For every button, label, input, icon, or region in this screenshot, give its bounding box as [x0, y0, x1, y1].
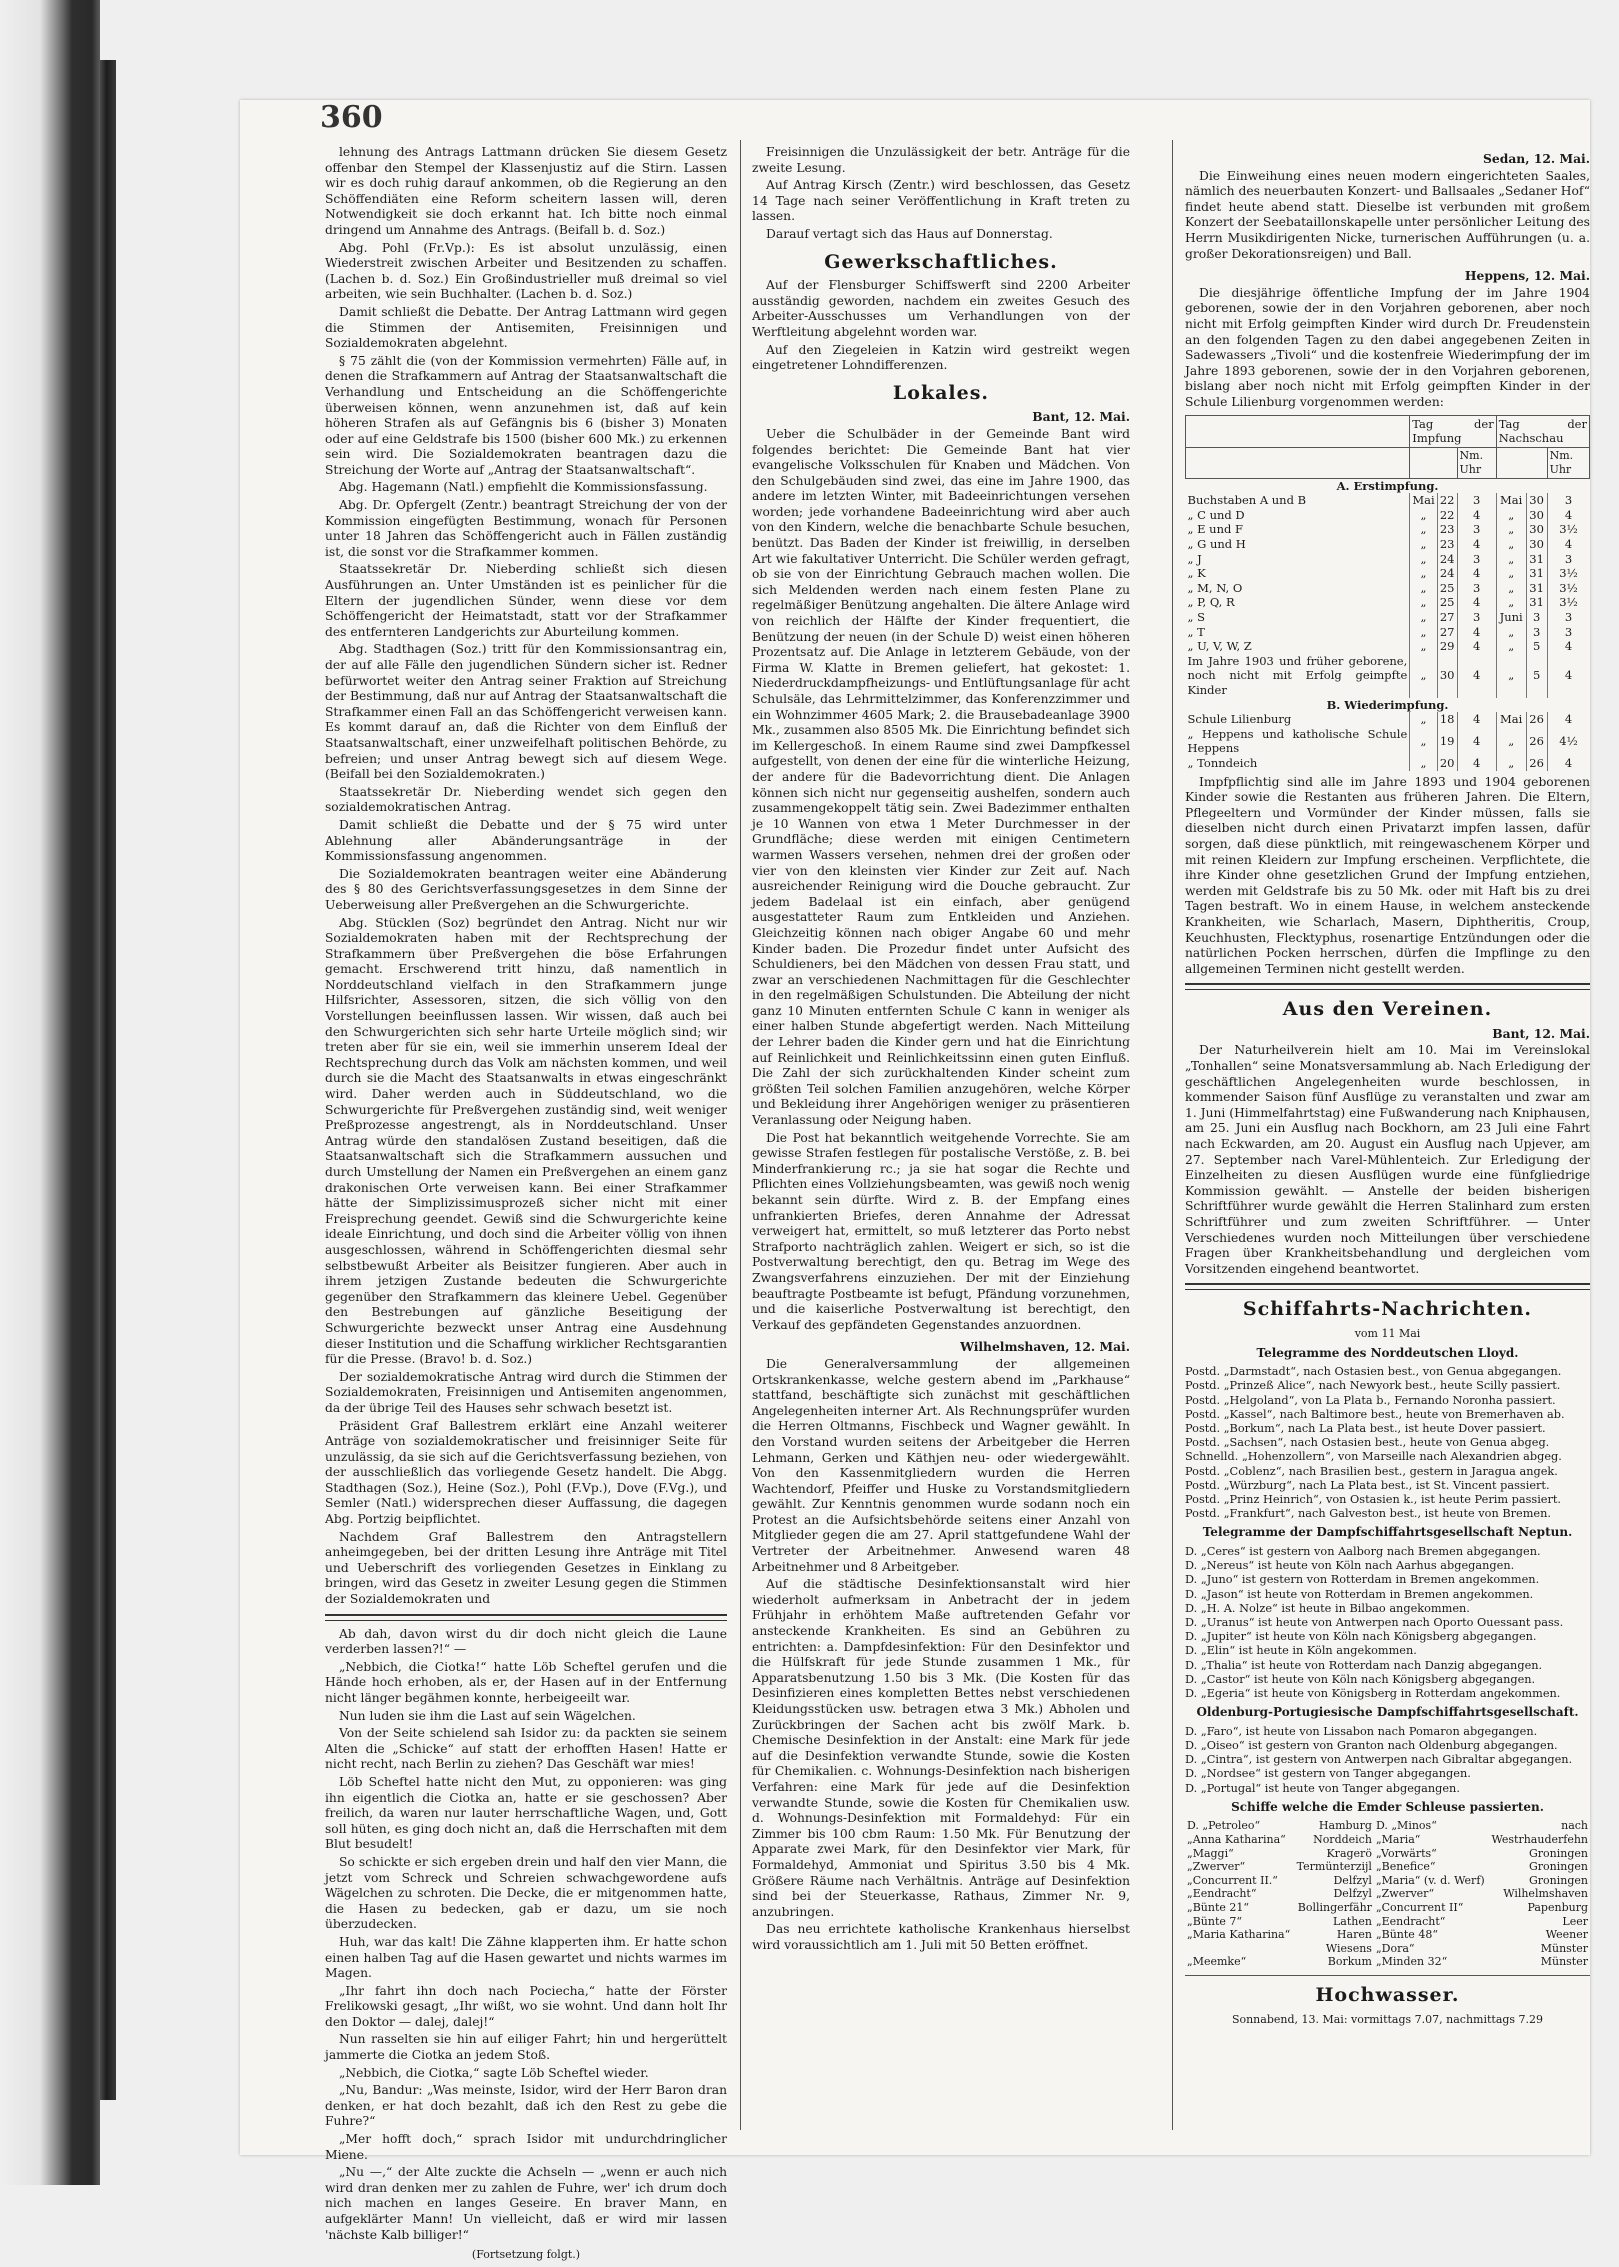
table-row: [1185, 1942, 1590, 1956]
table-row: [1185, 1860, 1590, 1874]
hochwasser-times: Sonnabend, 13. Mai: vormittags 7.07, nachmittags 7.29: [1231, 2012, 1544, 2026]
table-cell: Mai: [1410, 493, 1437, 508]
column-announcements: [1185, 145, 1590, 2031]
oldenburg-heading: Oldenburg-Portugiesische Dampfschiffahrtsgesellschaft.: [1196, 1705, 1579, 1720]
table-cell: „: [1410, 522, 1437, 537]
article-paragraph: Staatssekretär Dr. Nieberding wendet sich gegen den sozialdemokratischen Antrag.: [325, 784, 727, 815]
table-cell: „: [1496, 522, 1526, 537]
table-cell: „ E und F: [1187, 522, 1243, 537]
table-cell: „: [1496, 625, 1526, 640]
table-cell: 30: [1526, 522, 1547, 537]
table-cell: Termünterzijl: [1296, 1860, 1372, 1874]
table-cell: „: [1496, 537, 1526, 552]
article-paragraph: lehnung des Antrags Lattmann drücken Sie diesem Gesetz offenbar den Stempel der Klassenjustiz auf die Stirn. Lassen wir es doch ruhig darauf ankommen, ob die Regierung an den Schöffendiäten eine Reform scheitern lassen will, deren Notwendigkeit sie doch erkannt hat. Ich bitte noch einmal dringend um Annahme des Antrags. (Beifall b. d. Soz.): [325, 145, 727, 237]
table-cell: 3: [1457, 552, 1496, 567]
table-cell: 4: [1547, 537, 1589, 552]
table-cell: Schule Lilienburg: [1187, 712, 1292, 727]
table-cell: „: [1496, 581, 1526, 596]
table-cell: [1185, 1942, 1294, 1956]
table-cell: 31: [1526, 581, 1547, 596]
table-cell: 3: [1547, 610, 1589, 625]
table-cell: 3½: [1547, 595, 1589, 610]
article-paragraph: Damit schließt die Debatte. Der Antrag Lattmann wird gegen die Stimmen der Antisemiten, Freisinnigen und Sozialdemokraten abgelehnt.: [325, 304, 727, 351]
feuilleton-paragraph: Löb Scheftel hatte nicht den Mut, zu opponieren: was ging ihn eigentlich die Ciotka an, hatte er sie geschossen? Aber freilich, da waren nur lauter herrschaftliche Wagen, und, Gott soll hüten, es ging doch nicht an, daß die Herrschaften mit dem Blut besudelt!: [325, 1774, 727, 1852]
table-cell: „Bünte 7“: [1187, 1914, 1242, 1928]
table-cell: 3: [1457, 581, 1496, 596]
vereine-heading: Aus den Vereinen.: [1282, 998, 1493, 1021]
table-cell: „: [1410, 610, 1437, 625]
table-cell: 4: [1547, 508, 1589, 523]
table-cell: Wiesens: [1325, 1941, 1372, 1955]
ship-report: D. „Portugal“ ist heute von Tanger abgegangen.: [1185, 1781, 1460, 1795]
table-cell: 30: [1526, 537, 1547, 552]
table-cell: „Zwerver“: [1187, 1860, 1246, 1874]
table-cell: 4: [1457, 712, 1496, 727]
article-paragraph: Abg. Dr. Opfergelt (Zentr.) beantragt Streichung der von der Kommission eingefügten Bestimmung, wonach für Personen unter 18 Jahren das Schöffengericht auch in Fällen zuständig ist, die sonst vor die Strafkammer kommen.: [325, 498, 727, 559]
article-paragraph: Die Generalversammlung der allgemeinen Ortskrankenkasse, welche gestern abend im „Parkhause“ stattfand, beschäftigte sich zunächst mit geschäftlichen Angelegenheiten interner Art. Als Rechnungsprüfer wurden die Herren Oltmanns, Fischbeck und Wagner gewählt. In den Vorstand wurden seitens der Arbeitgeber die Herren Lehmann, Gerken und Käthjen neu- oder wiedergewählt. Von den Kassenmitgliedern wurden die Herren Wachtendorf, Pfeiffer und Huske zu Vorstandsmitgliedern gewählt. Zur Kenntnis genommen wurde sodann noch ein Protest an die Aufsichtsbehörde seitens einer Anzahl von Mitglieder gegen die am 27. April stattgefundene Wahl der Vertreter der Arbeitnehmer. Anwesend waren 48 Arbeitnehmer und 8 Arbeitgeber.: [752, 1356, 1130, 1574]
table-cell: 27: [1437, 625, 1457, 640]
table-cell: 3: [1457, 522, 1496, 537]
table-cell: „ Heppens und katholische Schule Heppens: [1187, 726, 1408, 756]
table-cell: „: [1410, 552, 1437, 567]
table-cell: 19: [1437, 727, 1457, 756]
ship-report: Postd. „Borkum“, nach La Plata best., ist heute Dover passiert.: [1185, 1421, 1546, 1435]
table-cell: Groningen: [1529, 1846, 1588, 1860]
table-section-label: B. Wiederimpfung.: [1326, 697, 1449, 712]
table-cell: Münster: [1540, 1955, 1588, 1969]
book-binding: [0, 0, 100, 2185]
emder-table: [1185, 1819, 1590, 1969]
table-cell: „ K: [1187, 566, 1206, 581]
article-paragraph: Nachdem Graf Ballestrem den Antragstellern anheimgegeben, bei der dritten Lesung ihre Anträge mit Titel und Ueberschrift des vorliegenden Gesetzes in Einklang zu bringen, wird das Gesetz in zweiter Lesung gegen die Stimmen der Sozialdemokraten und: [325, 1529, 727, 1607]
table-cell: 20: [1437, 756, 1457, 771]
ship-report: Postd. „Frankfurt“, nach Galveston best., ist heute von Bremen.: [1185, 1507, 1551, 1521]
table-cell: 4: [1457, 566, 1496, 581]
ship-report: Postd. „Würzburg“, nach La Plata best., ist St. Vincent passiert.: [1185, 1478, 1550, 1492]
ship-report: D. „Elin“ ist heute in Köln angekommen.: [1185, 1644, 1417, 1658]
ship-report: Postd. „Kassel“, nach Baltimore best., heute von Bremerhaven ab.: [1185, 1407, 1565, 1421]
table-cell: 22: [1437, 508, 1457, 523]
table-cell: „: [1410, 654, 1437, 698]
table-cell: Delfzyl: [1333, 1873, 1372, 1887]
table-row: [1186, 654, 1590, 698]
feuilleton-paragraph: „Nebbich, die Ciotka,“ sagte Löb Scheftel wieder.: [339, 2065, 649, 2080]
table-cell: „: [1496, 595, 1526, 610]
col-nachschau: Tag der Nachschau: [1496, 415, 1589, 447]
book-spine: [100, 60, 116, 2100]
table-row: [1186, 522, 1590, 537]
col-uhr: Nm. Uhr: [1547, 447, 1589, 478]
impfung-notes: Impfpflichtig sind alle im Jahre 1893 und 1904 geborenen Kinder sowie die Restanten aus früheren Jahren. Die Eltern, Pflegeeltern und Vormünder der Kinder müssen, falls sie dieselben nicht durch einen Privatarzt impfen lassen, dafür sorgen, daß diese pünktlich, mit reingewaschenem Körper und mit reinen Kleidern zur Impfung erscheinen. Verpflichtete, die ihre Kinder ohne gesetzlichen Grund der Impfung entziehen, werden mit Geldstrafe bis zu 50 Mk. oder mit Haft bis zu drei Tagen bestraft. Wo in einem Hause, in welchem ansteckende Krankheiten, wie Scharlach, Masern, Diphtheritis, Croup, Keuchhusten, Flecktyphus, rosenartige Entzündungen oder die natürlichen Pocken herrschen, dürfen die Impflinge zu den allgemeinen Terminen nicht gestellt werden.: [1185, 774, 1590, 976]
table-cell: „Minden 32“: [1375, 1955, 1448, 1969]
table-row: [1186, 508, 1590, 523]
table-cell: 22: [1437, 493, 1457, 508]
table-row: [1185, 1915, 1590, 1929]
table-cell: „Maria“: [1375, 1833, 1421, 1847]
table-row: [1185, 1955, 1590, 1969]
table-cell: 24: [1437, 552, 1457, 567]
table-row: [1186, 712, 1590, 727]
table-row: [1186, 756, 1590, 771]
table-row: [1186, 581, 1590, 596]
table-cell: Kragerö: [1326, 1846, 1372, 1860]
feuilleton-paragraph: Nun rasselten sie hin auf eiliger Fahrt; hin und hergerüttelt jammerte die Ciotka an jedem Stoß.: [325, 2032, 727, 2063]
impfung-table: [1185, 415, 1590, 771]
article-paragraph: Darauf vertagt sich das Haus auf Donnerstag.: [766, 226, 1053, 241]
ship-report: Postd. „Sachsen“, nach Ostasien best., heute von Genua abgeg.: [1185, 1436, 1550, 1450]
ship-report: D. „Faro“, ist heute von Lissabon nach Pomaron abgegangen.: [1185, 1724, 1538, 1738]
ship-report: D. „Thalia“ ist heute von Rotterdam nach Danzig abgegangen.: [1185, 1658, 1543, 1672]
table-cell: 3: [1526, 610, 1547, 625]
column-divider: [740, 140, 741, 2130]
table-cell: „ U, V, W, Z: [1187, 639, 1252, 654]
table-cell: 25: [1437, 581, 1457, 596]
section-rule: [1185, 983, 1590, 990]
table-cell: Bollingerfähr: [1297, 1900, 1372, 1914]
table-cell: „: [1410, 639, 1437, 654]
feuilleton-paragraph: Huh, war das kalt! Die Zähne klapperten ihm. Er hatte schon einen halben Tag auf die Hasen gewartet und nichts warmes im Magen.: [325, 1934, 727, 1981]
table-cell: 4: [1457, 595, 1496, 610]
ship-report: D. „Nereus“ ist heute von Köln nach Aarhus abgegangen.: [1185, 1559, 1515, 1573]
schiffahrt-heading: Schiffahrts-Nachrichten.: [1242, 1298, 1533, 1321]
table-cell: „ J: [1187, 551, 1202, 566]
table-cell: „Eendracht“: [1375, 1914, 1446, 1928]
column-divider: [1172, 140, 1173, 2130]
feuilleton-paragraph: „Nu, Bandur: „Was meinste, Isidor, wird der Herr Baron dran denken, er hat doch bezahlt, daß ich den Rest zu gebe die Fuhre?“: [325, 2083, 727, 2129]
table-cell: „Maggi“: [1187, 1846, 1234, 1860]
section-rule: [1185, 1283, 1590, 1290]
ship-report: Postd. „Coblenz“, nach Brasilien best., gestern in Jaragua angek.: [1185, 1464, 1558, 1478]
table-row: [1186, 727, 1590, 756]
table-cell: „: [1410, 712, 1437, 727]
ship-report: D. „Oiseo“ ist gestern von Granton nach Oldenburg abgegangen.: [1185, 1739, 1558, 1753]
dateline-sedan: Sedan, 12. Mai.: [1483, 151, 1590, 166]
table-cell: 26: [1526, 756, 1547, 771]
article-paragraph: Auf Antrag Kirsch (Zentr.) wird beschlossen, das Gesetz 14 Tage nach seiner Veröffentlichung in Kraft treten zu lassen.: [752, 178, 1130, 224]
table-cell: 3: [1547, 552, 1589, 567]
table-cell: Lathen: [1332, 1914, 1372, 1928]
ship-report: Schnelld. „Hohenzollern“, von Marseille nach Alexandrien abgeg.: [1185, 1450, 1562, 1464]
feuilleton-paragraph: „Nu —,“ der Alte zuckte die Achseln — „wenn er auch nich wird dran denken mer zu zahlen de Fuhre, wer' ich drum doch nich machen en langes Geseire. En braver Mann, en aufgeklärter Mann! Un vielleicht, daß er wird mir lassen 'nächste Kalb billiger!“: [325, 2165, 727, 2242]
table-cell: Haren: [1336, 1928, 1372, 1942]
table-cell: „: [1410, 625, 1437, 640]
table-cell: 4: [1457, 537, 1496, 552]
table-cell: „Meemke“: [1187, 1955, 1247, 1969]
table-cell: „: [1410, 581, 1437, 596]
ship-report: D. „Jupiter“ ist heute von Köln nach Königsberg abgegangen.: [1185, 1630, 1537, 1644]
ship-report: D. „Jason“ ist heute von Rotterdam in Bremen angekommen.: [1185, 1587, 1534, 1601]
table-cell: 30: [1437, 654, 1457, 698]
table-cell: 4: [1547, 756, 1589, 771]
gewerkschaft-heading: Gewerkschaftliches.: [824, 250, 1058, 273]
table-cell: 26: [1526, 727, 1547, 756]
table-cell: 3½: [1547, 581, 1589, 596]
ship-report: Postd. „Helgoland“, von La Plata b., Fernando Noronha passiert.: [1185, 1393, 1556, 1407]
table-cell: 3: [1457, 493, 1496, 508]
article-paragraph: Abg. Stücklen (Soz) begründet den Antrag. Nicht nur wir Sozialdemokraten haben mit der Rechtsprechung der Strafkammern über Preßvergehen die böse Erfahrungen gemacht. Erschwerend tritt hinzu, daß namentlich in Norddeutschland vielfach in den Strafkammern junge Hilfsrichter, Assessoren, sitzen, die sich völlig von den Vorstellungen beeinflussen lassen. Wir wissen, daß auch bei den Schwurgerichten sich sehr harte Urteile möglich sind; wir treten aber für sie ein, weil sie immerhin unserem Ideal der Rechtsprechung durch das Volk am nächsten kommen, und weil durch sie die Macht des Staatsanwalts in etwas eingeschränkt wird. Daher werden auch in Süddeutschland, wo die Schwurgerichte für Preßvergehen zuständig sind, weit weniger Preßprozesse angestrengt, als in Norddeutschland. Unser Antrag würde den standalösen Zustand beseitigen, daß die Staatsanwaltschaft sich die Strafkammern aussuchen und durch Umstellung der Namen ein Preßvergehen an einem ganz drakonischen Orte verweisen kann. Bei einer Strafkammer hätte der Simplizissimusprozeß sicher nicht mit einer Freisprechung geendet. Gewiß sind die Schwurgerichte keine ideale Einrichtung, und doch sind die Arbeiter völlig von ihnen ausgeschlossen, während in Schöffengerichten diesmal sehr selbstbewußt Arbeiter als Beisitzer fungieren. Aber auch in ihrem jetzigen Zustande bedeuten die Schwurgerichte gegenüber den Strafkammern das kleinere Uebel. Gegenüber den Bestrebungen auf gänzliche Beseitigung der Schwurgerichte bezweckt unser Antrag eine Ausdehnung dieser Institution und die Schaffung wirklicher Rechtsgarantien für die Presse. (Bravo! b. d. Soz.): [325, 915, 727, 1367]
table-cell: Mai: [1496, 712, 1526, 727]
table-cell: „ S: [1187, 610, 1205, 625]
ship-report: D. „Castor“ ist heute von Köln nach Königsberg abgegangen.: [1185, 1672, 1536, 1686]
article-paragraph: Auf der Flensburger Schiffswerft sind 2200 Arbeiter ausständig geworden, nachdem ein zweites Gesuch des Arbeiter-Ausschusses um Verhandlungen von der Werftleitung abgelehnt worden war.: [752, 278, 1130, 339]
article-paragraph: Damit schließt die Debatte und der § 75 wird unter Ablehnung aller Abänderungsanträge in der Kommissionsfassung angenommen.: [325, 817, 727, 864]
table-cell: 4: [1547, 639, 1589, 654]
ship-report: D. „Juno“ ist gestern von Rotterdam in Bremen angekommen.: [1185, 1573, 1540, 1587]
table-cell: „Vorwärts“: [1375, 1846, 1437, 1860]
table-row: [1186, 595, 1590, 610]
table-cell: „ M, N, O: [1187, 580, 1243, 595]
table-cell: 3½: [1547, 522, 1589, 537]
table-cell: „: [1496, 566, 1526, 581]
table-cell: Mai: [1496, 493, 1526, 508]
dateline-vereine: Bant, 12. Mai.: [1492, 1025, 1590, 1041]
table-cell: 4: [1457, 639, 1496, 654]
table-row: [1186, 625, 1590, 640]
table-cell: 4: [1547, 654, 1589, 698]
table-cell: „ C und D: [1187, 507, 1245, 522]
table-cell: „Dora“: [1375, 1941, 1415, 1955]
table-row: [1186, 610, 1590, 625]
table-cell: „: [1496, 552, 1526, 567]
table-cell: 30: [1526, 508, 1547, 523]
table-row: [1185, 1874, 1590, 1888]
table-row: [1186, 493, 1590, 508]
article-paragraph: Auf den Ziegeleien in Katzin wird gestreikt wegen eingetretener Lohndifferenzen.: [752, 342, 1130, 373]
table-cell: D. „Minos“: [1375, 1819, 1437, 1833]
table-cell: „: [1410, 756, 1437, 771]
table-cell: 3½: [1547, 566, 1589, 581]
table-row: [1185, 1847, 1590, 1861]
feuilleton-paragraph: „Nebbich, die Ciotka!“ hatte Löb Scheftel gerufen und die Hände hoch erhoben, als er, der Hasen auf in der Entfernung nicht länger begähmen konnte, herbeigeeilt war.: [325, 1659, 727, 1705]
table-cell: 4½: [1547, 727, 1589, 756]
article-paragraph: Staatssekretär Dr. Nieberding schließt sich diesen Ausführungen an. Unter Umständen ist es peinlicher für die Eltern der jugendlichen Sünder, wenn diese vor dem Schöffengericht der Heimatstadt, statt vor der Strafkammer des entfernteren Landgerichts zur Aburteilung kommen.: [325, 562, 727, 639]
feuilleton-rule: [325, 1614, 727, 1621]
table-cell: 3: [1547, 625, 1589, 640]
article-paragraph: Präsident Graf Ballestrem erklärt eine Anzahl weiterer Anträge von sozialdemokratischer und freisinniger Seite für unzulässig, da sie sich auf die Gerichtsverfassung beziehen, von der ausschließlich das vorliegende Gesetz handelt. Die Abgg. Stadthagen (Soz.), Heine (Soz.), Pohl (F.Vp.), Dove (F.Vg.), und Semler (Natl.) widersprechen dieser Auffassung, die dagegen Abg. Portzig beipflichtet.: [325, 1418, 727, 1527]
emder-heading: Schiffe welche die Emder Schleuse passierten.: [1231, 1799, 1544, 1814]
table-row: [1185, 1928, 1590, 1942]
table-cell: „ Tonndeich: [1187, 755, 1258, 770]
article-paragraph: Abg. Stadthagen (Soz.) tritt für den Kommissionsantrag ein, der auf alle Fälle den jugendlichen Sündern sicher ist. Redner befürwortet weiter den Antrag seiner Fraktion auf Streichung der Bestimmung, daß nur auf Antrag der Staatsanwaltschaft die Strafkammer einen Fall an das Schöffengericht verweisen kann. Es kommt darauf an, daß die Richter von dem Einfluß der Staatsanwaltschaft, einer unzweifelhaft politischen Behörde, zu befreien; und unser Antrag bewegt sich auf diesem Wege. (Beifall bei den Sozialdemokraten.): [325, 642, 727, 782]
table-cell: Borkum: [1327, 1955, 1372, 1969]
col-uhr: Nm. Uhr: [1457, 447, 1496, 478]
table-cell: 18: [1437, 712, 1457, 727]
table-cell: Weener: [1545, 1928, 1588, 1942]
table-cell: „Benefice“: [1375, 1860, 1436, 1874]
table-cell: Norddeich: [1313, 1833, 1372, 1847]
feuilleton-paragraph: Nun luden sie ihm die Last auf sein Wägelchen.: [339, 1708, 636, 1723]
article-paragraph: Abg. Hagemann (Natl.) empfiehlt die Kommissionsfassung.: [339, 480, 708, 495]
table-cell: 25: [1437, 595, 1457, 610]
sedan-article: Die Einweihung eines neuen modern eingerichteten Saales, nämlich des neuerbauten Konzert- und Ballsaales „Sedaner Hof“ findet heute abend statt. Dieselbe ist verbunden mit großem Konzert der Seebataillonskapelle unter persönlicher Leitung des Herrn Musikdirigenten Nicke, turnerischen Aufführungen (u. a. großer Dekorationsreigen) und Ball.: [1185, 168, 1590, 261]
lokales-heading: Lokales.: [892, 381, 990, 404]
table-cell: 29: [1437, 639, 1457, 654]
feuilleton-paragraph: „Mer hofft doch,“ sprach Isidor mit undurchdringlicher Miene.: [325, 2132, 727, 2162]
ship-report: Postd. „Prinz Heinrich“, von Ostasien k., ist heute Perim passiert.: [1185, 1492, 1562, 1506]
table-cell: Papenburg: [1527, 1900, 1588, 1914]
ship-report: D. „Nordsee“ ist gestern von Tanger abgegangen.: [1185, 1767, 1471, 1781]
table-cell: „Concurrent II“: [1375, 1900, 1464, 1914]
table-cell: „ G und H: [1187, 537, 1246, 552]
column-local-news: [752, 145, 1130, 1956]
feuilleton-paragraph: Von der Seite schielend sah Isidor zu: da packten sie seinem Alten die „Schicke“ auf statt der erhofften Hasen! Hatte er nicht recht, nach Berlin zu ziehen? Das Geschäft war mies!: [325, 1726, 727, 1772]
impfung-article: Die diesjährige öffentliche Impfung der im Jahre 1904 geborenen, sowie der in den Vorjahren geborenen, aber noch nicht mit Erfolg geimpften Kinder wird durch Dr. Freudenstein an den folgenden Tagen zu den dabei angegebenen Zeiten in Sadewassers „Tivoli“ und die kostenfreie Wiederimpfung der im Jahre 1893 geborenen, sowie der in den Vorjahren geborenen, bislang aber noch nicht mit Erfolg geimpften Kinder in der Schule Lilienburg vorgenommen werden:: [1185, 285, 1590, 409]
article-paragraph: § 75 zählt die (von der Kommission vermehrten) Fälle auf, in denen die Strafkammern auf Antrag der Staatsanwaltschaft die Verhandlung und Entscheidung an die Schöffengerichte überweisen können, wenn anzunehmen ist, daß auf kein höheren Strafen als auf Gefängnis bis 6 (bisher 3) Monaten oder auf eine Geldstrafe bis 1500 (bisher 600 Mk.) zu erkennen sein wird. Die Sozialdemokraten beantragen dazu die Streichung der Worte auf „Antrag der Staatsanwaltschaft“.: [325, 353, 727, 477]
table-cell: 3: [1526, 625, 1547, 640]
table-cell: 27: [1437, 610, 1457, 625]
article-paragraph: Abg. Pohl (Fr.Vp.): Es ist absolut unzulässig, einen Wiederstreit zwischen Arbeiter und Besitzenden zu schaffen. (Lachen b. d. Soz.) Ein Großindustrieller muß dreimal so viel arbeiten, wie sein Buchhalter. (Lachen b. d. Soz.): [325, 240, 727, 302]
ship-report: D. „Uranus“ ist heute von Antwerpen nach Oporto Ouessant pass.: [1185, 1616, 1564, 1629]
table-cell: Im Jahre 1903 und früher geborene, noch nicht mit Erfolg geimpfte Kinder: [1187, 653, 1408, 697]
table-cell: „: [1410, 727, 1437, 756]
table-row: [1186, 552, 1590, 567]
table-row: [1186, 566, 1590, 581]
table-cell: 4: [1457, 727, 1496, 756]
table-row: [1186, 537, 1590, 552]
table-row: [1186, 639, 1590, 654]
table-cell: Delfzyl: [1333, 1887, 1372, 1901]
dateline-heppens: Heppens, 12. Mai.: [1464, 268, 1590, 284]
fortsetzung-note: (Fortsetzung folgt.): [471, 2248, 581, 2262]
column-reichstag: [325, 145, 727, 2267]
lloyd-heading: Telegramme des Norddeutschen Lloyd.: [1256, 1345, 1519, 1360]
feuilleton-paragraph: „Ihr fahrt ihn doch nach Pociecha,“ hatte der Förster Frelikowski gesagt, „Ihr wißt, wo sie wohnt. Und dann holt Ihr den Doktor — dalej, dalej!“: [325, 1983, 727, 2029]
table-cell: 4: [1457, 625, 1496, 640]
neptun-heading: Telegramme der Dampfschiffahrtsgesellschaft Neptun.: [1202, 1525, 1573, 1540]
table-cell: 3: [1457, 610, 1496, 625]
table-cell: „Maria Katharina“: [1187, 1928, 1291, 1942]
dateline-wilhelmshaven: Wilhelmshaven, 12. Mai.: [960, 1339, 1130, 1355]
article-paragraph: Die Sozialdemokraten beantragen weiter eine Abänderung des § 80 des Gerichtsverfassungsgesetzes in dem Sinne der Ueberweisung aller Preßvergehen an die Schwurgerichte.: [325, 866, 727, 912]
article-paragraph: Ueber die Schulbäder in der Gemeinde Bant wird folgendes berichtet: Die Gemeinde Bant hat vier evangelische Volksschulen für Knaben und Mädchen. Von den Schulgebäuden sind zwei, das eine im Jahre 1900, das andere im letzten Winter, mit Badeeinrichtungen versehen worden; jede vorhandene Badeeinrichtung wird aber auch von den Kindern, welche die benachbarte Schule besuchen, benützt. Das Baden der Kinder ist freiwillig, in derselben Art wie fakultativer Unterricht. Die Schüler werden gefragt, ob sie von der Einrichtung Gebrauch machen wollen. Die sich Meldenden werden nach einem festen Plane zu regelmäßiger Benützung angehalten. Die ältere Anlage wird von reichlich der Hälfte der Kinder frequentiert, die Benützung der neuen (in der Schule D) weist einen höheren Prozentsatz auf. Die Anlage in letzterem Gebäude, von der Firma W. Klatte in Bremen geliefert, hat gekostet: 1. Niederdruckdampfheizungs- und Entlüftungsanlage für acht Schulsäle, das Lehrmittelzimmer, das Konferenzzimmer und ein Wohnzimmer 4605 Mark; 2. die Brausebadeanlage 3900 Mk., zusammen also 8505 Mk. Die Einrichtung befindet sich im Kellergeschoß. In einem Raume sind zwei Dampfkessel aufgestellt, von denen der eine für die winterliche Heizung, der andere für die Badevorrichtung dient. Die Anlagen können sich nicht nur gegenseitig aushelfen, sondern auch zusammengekoppelt tätig sein. Zwei Badezimmer enthalten je 10 Wannen von etwa 1 Meter Durchmesser in der Grundfläche; diese werden mit einigen Centimetern warmen Wassers versehen, nehmen drei der großen oder vier von den kleinsten vier Kinder zur Zeit auf. Nach ausreichender Reinigung wird die Douche gebraucht. Zur jedem Badelaal ist ein einfach, aber genügend ausgestatteter Raum zum Entkleiden und Anziehen. Gleichzeitig können nach obiger Angabe 60 und mehr Kinder baden. Die Prozedur findet unter Aufsicht des Schuldieners, bei den Mädchen von dessen Frau statt, und zwar an verschiedenen Nachmittagen für die Geschlechter in den regelmäßigen Schulstunden. Die Abteilung der nicht ganz 10 Minuten entfernten Schule C kann in weniger als einer halben Stunde abgefertigt werden. Nach Mitteilung der Lehrer baden die Kinder gern und hat die Einrichtung auf Reinlichkeit und Reinlichkeitssinn einen guten Einfluß. Die Zahl der sich zurückhaltenden Kinder scheint zum größten Teil solchen Familien anzugehören, welche Körper und Bekleidung ihrer Angehörigen weniger zu präsentieren Veranlassung oder Neigung haben.: [752, 426, 1130, 1128]
feuilleton-paragraph: So schickte er sich ergeben drein und half den vier Mann, die jetzt vom Schreck und Schreien schwachgewordene aufs Wägelchen zu schroten. Die Decke, die er mitgenommen hatte, die Hasen zu bedecken, gab er dazu, um sie noch überzudecken.: [325, 1854, 727, 1932]
schiffahrt-date: vom 11 Mai: [1354, 1326, 1421, 1340]
article-paragraph: Das neu errichtete katholische Krankenhaus hierselbst wird voraussichtlich am 1. Juli mit 50 Betten eröffnet.: [752, 1922, 1130, 1952]
ship-report: D. „Cintra“, ist gestern von Antwerpen nach Gibraltar abgegangen.: [1185, 1753, 1573, 1767]
table-cell: „: [1496, 639, 1526, 654]
table-cell: „: [1496, 727, 1526, 756]
table-cell: „Eendracht“: [1187, 1887, 1257, 1901]
table-cell: „: [1410, 595, 1437, 610]
table-cell: 4: [1457, 654, 1496, 698]
table-cell: Wilhelmshaven: [1503, 1887, 1588, 1901]
table-cell: 5: [1526, 639, 1547, 654]
table-cell: Juni: [1496, 610, 1526, 625]
table-cell: 31: [1526, 552, 1547, 567]
article-paragraph: Der sozialdemokratische Antrag wird durch die Stimmen der Sozialdemokraten, Freisinnigen und Antisemiten angenommen, da der übrige Teil des Hauses sehr schwach besetzt ist.: [325, 1369, 727, 1415]
page-number: 360: [320, 100, 383, 135]
section-rule: [1185, 1975, 1590, 1976]
ship-report: Postd. „Prinzeß Alice“, nach Newyork best., heute Scilly passiert.: [1185, 1379, 1561, 1393]
table-cell: 23: [1437, 522, 1457, 537]
table-cell: „Concurrent II.“: [1187, 1873, 1278, 1887]
feuilleton-paragraph: Ab dah, davon wirst du dir doch nicht gleich die Laune verderben lassen?!“ —: [325, 1626, 727, 1657]
table-cell: Leer: [1562, 1914, 1588, 1928]
table-cell: Buchstaben A und B: [1187, 493, 1307, 508]
table-cell: 4: [1457, 756, 1496, 771]
table-cell: „ P, Q, R: [1187, 595, 1235, 610]
table-cell: Westrhauderfehn: [1491, 1833, 1588, 1847]
table-cell: 31: [1526, 595, 1547, 610]
ship-report: D. „Ceres“ ist gestern von Aalborg nach Bremen abgegangen.: [1185, 1544, 1541, 1558]
article-paragraph: Auf die städtische Desinfektionsanstalt wird hier wiederholt aufmerksam in Anbetracht der in jedem Frühjahr in erhöhtem Maße auftretenden Gefahr vor ansteckende Krankheiten. Es sind an Gebühren zu entrichten: a. Dampfdesinfektion: Für den Desinfektor und die Hülfskraft für jede Stunde zusammen 1 Mk., für Apparatsbenutzung 1.50 bis 3 Mk. (Die Kosten für das Desinfizieren eines kompletten Bettes nebst verschiedenen Kleidungsstücken usw. betragen etwa 3 Mk.) Abholen und Zurückbringen der Sachen acht bis zwölf Mark. b. Chemische Desinfektion in der Anstalt: eine Mark für jede auf die Desinfektion verwandte Stunde, sowie die Kosten für Chemikalien. c. Wohnungs-Desinfektion nach bisherigen Verfahren: eine Mark für jede auf die Desinfektion verwandte Stunde, sowie die Kosten für Chemikalien usw. d. Wohnungs-Desinfektion mit Formaldehyd: Für ein Zimmer bis 100 cbm Raum: 1.50 Mk. Für Benutzung der Apparate zwei Mark, für den Desinfektor vier Mark, für Formaldehyd, Ammoniat und Spiritus 3.50 bis 4 Mk. Größere Räume nach Verhältnis. Anträge auf Desinfektion sind bei der Steuerkasse, Rathaus, Zimmer Nr. 9, anzubringen.: [752, 1577, 1130, 1919]
article-paragraph: Freisinnigen die Unzulässigkeit der betr. Anträge für die zweite Lesung.: [752, 145, 1130, 175]
table-cell: Hamburg: [1318, 1819, 1372, 1833]
table-cell: „ T: [1187, 624, 1205, 639]
col-impfung: Tag der Impfung: [1410, 415, 1496, 447]
table-cell: 4: [1547, 712, 1589, 727]
table-cell: „: [1496, 654, 1526, 698]
article-paragraph: Die Post hat bekanntlich weitgehende Vorrechte. Sie am gewisse Strafen festlegen für postalische Verstöße, z. B. bei Minderfrankierung rc.; ja sie hat sogar die Rechte und Pflichten eines Vollziehungsbeamten, was gewiß noch wenig bekannt sein dürfte. Wird z. B. der Empfang eines unfrankierten Briefes, deren Annahme der Adressat verweigert hat, ermittelt, so muß letzterer das Porto nebst Strafporto nachträglich zahlen. Weigert er sich, so ist die Postverwaltung berechtigt, den qu. Betrag im Wege des Zwangsverfahrens einzuziehen. Der mit der Einziehung beauftragte Postbeamte ist befugt, Pfändung vorzunehmen, und die kaiserliche Postverwaltung ist berechtigt, den Verkauf des gepfändeten Gegenstandes anzuordnen.: [752, 1130, 1131, 1332]
table-cell: 3: [1547, 493, 1589, 508]
table-row: [1185, 1819, 1590, 1833]
table-cell: 26: [1526, 712, 1547, 727]
table-cell: „Bünte 48“: [1375, 1928, 1438, 1942]
table-row: [1185, 1901, 1590, 1915]
table-section-label: A. Erstimpfung.: [1336, 478, 1439, 493]
ship-report: D. „Egeria“ ist heute von Königsberg in Rotterdam angekommen.: [1185, 1687, 1561, 1701]
table-cell: „Zwerver“: [1375, 1887, 1435, 1901]
table-cell: Groningen: [1529, 1860, 1588, 1874]
ship-report: Postd. „Darmstadt“, nach Ostasien best., von Genua abgegangen.: [1185, 1365, 1562, 1379]
table-cell: 24: [1437, 566, 1457, 581]
table-cell: D. „Petroleo“: [1187, 1819, 1261, 1833]
table-cell: „: [1410, 508, 1437, 523]
table-row: [1185, 1887, 1590, 1901]
table-cell: Groningen: [1529, 1873, 1588, 1887]
ship-report: D. „H. A. Nolze“ ist heute in Bilbao angekommen.: [1185, 1601, 1470, 1615]
table-cell: „: [1410, 537, 1437, 552]
table-cell: „Bünte 21“: [1187, 1900, 1249, 1914]
table-row: [1185, 1833, 1590, 1847]
vereine-article: Der Naturheilverein hielt am 10. Mai im Vereinslokal „Tonhallen“ seine Monatsversammlung ab. Nach Erledigung der geschäftlichen Angelegenheiten wurde beschlossen, in kommender Saison fünf Ausflüge zu veranstalten und zwar am 1. Juni (Himmelfahrtstag) eine Fußwanderung nach Kniphausen, am 25. Juni ein Ausflug nach Bockhorn, am 23 Juli eine Fahrt nach Eckwarden, am 20. August ein Ausflug nach Upjever, am 27. September nach Varel-Mühlenteich. Zur Erledigung der Einzelheiten zu diesen Ausflügen wurde eine fünfgliedrige Kommission gewählt. — Anstelle der beiden bisherigen Schriftführer wurde gewählt die Herren Stalinhard zum ersten Schriftführer und zum zweiten Schriftführer. — Unter Verschiedenes wurden noch Mitteilungen über verschiedene Fragen über Krankheitsbehandlung und dergleichen vom Vorsitzenden eingehend beantwortet.: [1185, 1043, 1590, 1276]
table-cell: 31: [1526, 566, 1547, 581]
table-cell: Münster: [1540, 1941, 1588, 1955]
table-cell: „Maria“ (v. d. Werf): [1375, 1873, 1485, 1887]
table-cell: „: [1496, 756, 1526, 771]
dateline-bant: Bant, 12. Mai.: [1032, 409, 1130, 425]
table-cell: 23: [1437, 537, 1457, 552]
table-cell: „Anna Katharina“: [1187, 1833, 1286, 1847]
table-cell: „: [1496, 508, 1526, 523]
hochwasser-heading: Hochwasser.: [1315, 1983, 1460, 2006]
table-cell: 5: [1526, 654, 1547, 698]
table-cell: 30: [1526, 493, 1547, 508]
table-cell: nach: [1561, 1819, 1588, 1833]
table-cell: 4: [1457, 508, 1496, 523]
table-cell: „: [1410, 566, 1437, 581]
